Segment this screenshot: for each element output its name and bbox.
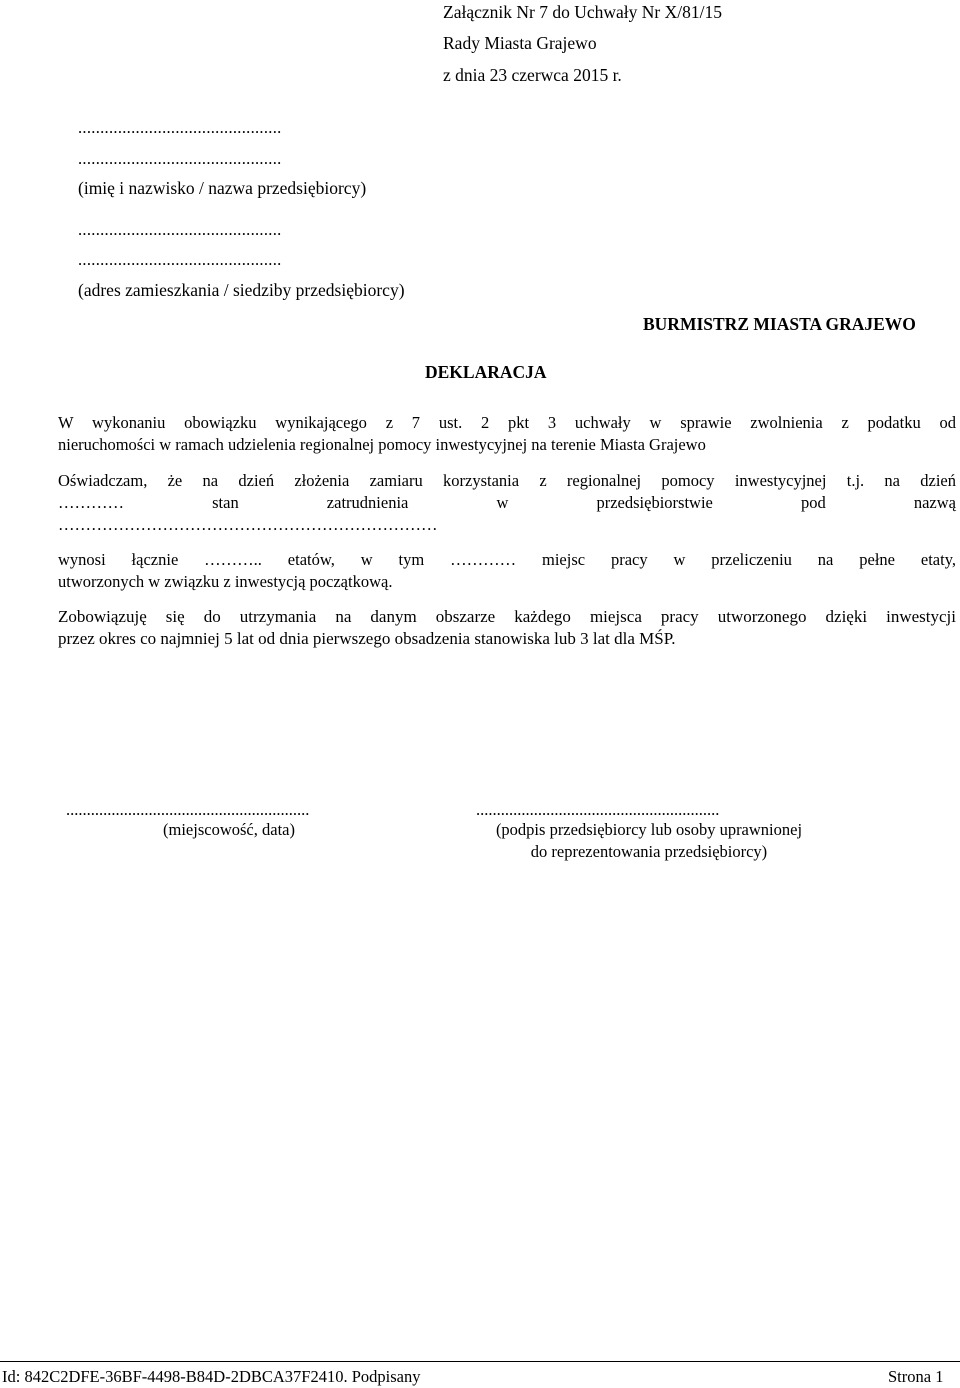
statement-line-4: wynosi łącznie ……….. etatów, w tym ………… miejsc pracy w przeliczeniu na pełne etaty, [58,550,956,569]
name-dots-line-1: .............................................. [78,118,282,137]
addressee: BURMISTRZ MIASTA GRAJEWO [643,314,916,334]
statement-line-1: Oświadczam, że na dzień złożenia zamiaru korzystania z regionalnej pomocy inwestycyjnej t.j. na dzień [58,471,956,490]
intro-line-2: nieruchomości w ramach udzielenia regionalnej pomocy inwestycyjnej na terenie Miasta Grajewo [58,435,706,454]
resolution-date: z dnia 23 czerwca 2015 r. [443,65,622,85]
place-date-dots: ........................................................... [66,800,310,819]
footer-document-id: Id: 842C2DFE-36BF-4498-B84D-2DBCA37F2410. Podpisany [2,1367,421,1386]
commitment-line-2: przez okres co najmniej 5 lat od dnia pierwszego obsadzenia stanowiska lub 3 lat dla MŚP. [58,629,676,648]
commitment-line-1: Zobowiązuję się do utrzymania na danym obszarze każdego miejsca pracy utworzonego dzięki inwestycji [58,607,956,626]
place-date-caption: (miejscowość, data) [163,820,295,839]
statement-line-2: ………… stan zatrudnienia w przedsiębiorstwie pod nazwą [58,493,956,512]
signature-caption-2: do reprezentowania przedsiębiorcy) [530,842,768,861]
name-caption: (imię i nazwisko / nazwa przedsiębiorcy) [78,178,367,198]
name-dots-line-2: .............................................. [78,149,282,168]
signature-caption-1: (podpis przedsiębiorcy lub osoby uprawnionej [495,820,803,839]
council-name: Rady Miasta Grajewo [443,33,597,53]
address-dots-line-1: .............................................. [78,220,282,239]
footer-page-number: Strona 1 [888,1367,944,1386]
statement-line-5: utworzonych w związku z inwestycją początkową. [58,572,393,591]
footer-rule [0,1361,960,1362]
intro-line-1: W wykonaniu obowiązku wynikającego z 7 ust. 2 pkt 3 uchwały w sprawie zwolnienia z podatku od [58,413,956,432]
signature-dots: ........................................................... [476,800,720,819]
address-caption: (adres zamieszkania / siedziby przedsiębiorcy) [78,280,405,300]
attachment-title: Załącznik Nr 7 do Uchwały Nr X/81/15 [443,2,722,22]
address-dots-line-2: .............................................. [78,250,282,269]
statement-line-3: …………………………………………………………… [58,515,438,534]
document-title: DEKLARACJA [425,362,547,382]
